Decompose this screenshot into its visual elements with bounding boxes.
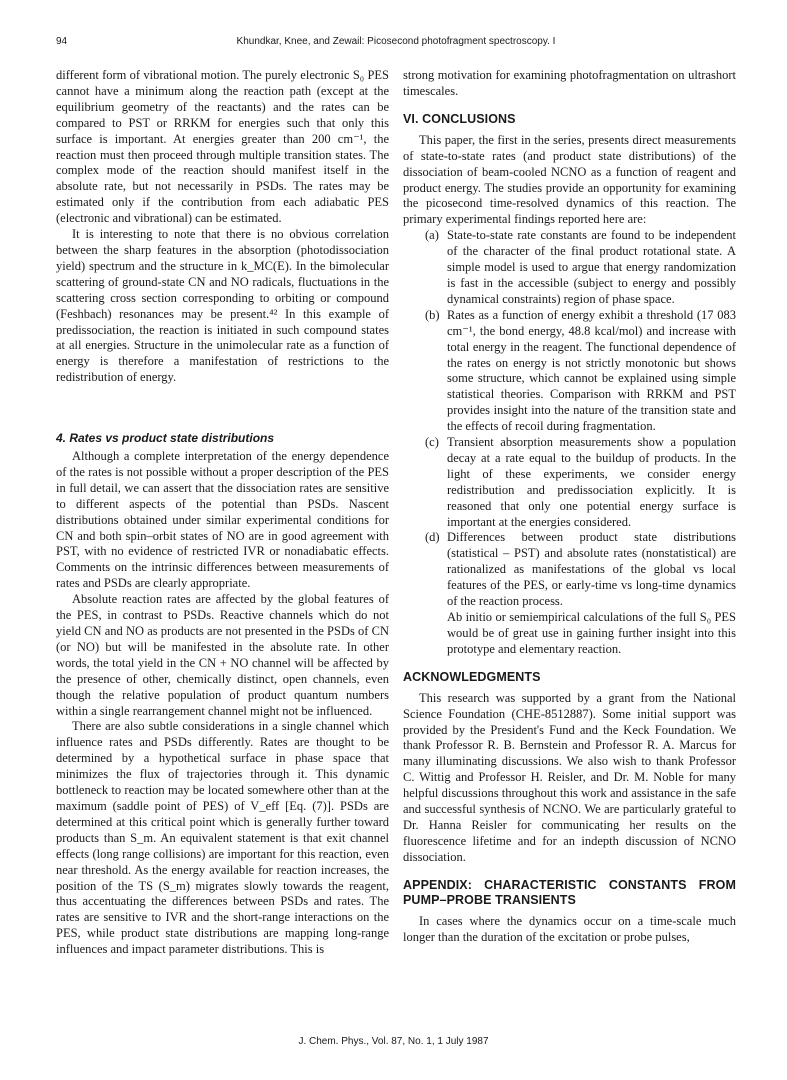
list-item-text: Transient absorption measurements show a population decay at a rate equal to the buildup of products. In the light of these experiments, we consider energy redistribution and predissociation explicitly. It is reasoned that only one potential energy surface is important at the energies considered.: [447, 435, 736, 529]
list-item-text: State-to-state rate constants are found to be independent of the character of the final product rotational state. A simple model is used to argue that energy randomization is fast in the accessible (subject to energy and possibly dynamical constraints) region of phase space.: [447, 228, 736, 306]
list-item-label: (b): [425, 307, 440, 322]
paragraph: different form of vibrational motion. The purely electronic S₀ PES cannot have a minimum along the reaction path (except at the equilibrium geometry of the reactants) and the rates can be compared to PST or RRKM for energies such that only this surface is important. At energies greater than 200 cm⁻¹, the reaction must then proceed through multiple transition states. The complex mode of the reaction should manifest itself in the absolute rate, but not necessarily in PSDs. The rates may be estimated only if the contribution from each adiabatic PES (electronic and vibrational) can be estimated.: [56, 68, 389, 226]
paragraph: In cases where the dynamics occur on a time-scale much longer than the duration of the excitation or probe pulses,: [403, 913, 736, 944]
section-heading-acknowledgments: ACKNOWLEDGMENTS: [403, 669, 541, 684]
paragraph: Ab initio or semiempirical calculations of the full S₀ PES would be of great use in gaining further insight into this prototype and elementary reaction.: [447, 610, 736, 656]
list-item: [403, 435, 736, 530]
paragraph: There are also subtle considerations in a single channel which influence rates and PSDs differently. Rates are thought to be determined by a hypothetical surface in phase space that minimizes the flux of trajectories through it. This dynamic bottleneck to reaction may be located somewhere other than at the maximum (saddle point of PES) of V_eff [Eq. (7)]. PSDs are determined at this critical point which is generally further toward products than S_m. An equivalent statement is that exit channel effects (long range collisions) are important for this reaction, even near threshold. As the energy available for reaction increases, the position of the TS (S_m) migrates slowly towards the reagent, thus accentuating the differences between PSDs and rates. The rates are sensitive to IVR and the short-range interactions on the PES, while product state distributions are mapping long-range influences and impact parameter distributions. This is: [56, 719, 389, 957]
list-item: [403, 308, 736, 435]
right-column: [403, 68, 736, 946]
list-item: [403, 228, 736, 308]
list-item-text: Rates as a function of energy exhibit a threshold (17 083 cm⁻¹, the bond energy, 48.8 kcal/mol) and increase with total energy in the reagent. The functional dependence of the rates on energy is not strictly monotonic but shows some structure, which cannot be explained using simple statistical theories. Comparison with RRKM and PST provides insight into the nature of the transition state and the effects of recoil during fragmentation.: [447, 307, 736, 434]
paragraph: Absolute reaction rates are affected by the global features of the PES, in contrast to PSDs. Reactive channels which do not yield CN and NO as products are not presented in the PSDs of CN (or NO) but will be manifested in the absolute rate. In other words, the total yield in the CN + NO channel will be affected by the presence of other, chemically distinct, open channels, even though the relative population of product quantum numbers within a single rearrangement channel might not be influenced.: [56, 592, 389, 718]
running-title: Khundkar, Knee, and Zewail: Picosecond photofragment spectroscopy. I: [236, 36, 556, 47]
list-item-continuation: [403, 610, 736, 658]
left-column: [56, 68, 389, 958]
list-item-text: Differences between product state distributions (statistical – PST) and absolute rates (nonstatistical) are rationalized as manifestations of the global vs local features of the PES, or early-time vs long-time dynamics of the reaction process.: [447, 530, 736, 609]
paragraph: This research was supported by a grant from the National Science Foundation (CHE-8512887). Some initial support was provided by the President's Fund and the Keck Foundation. We thank Professor R. B. Bernstein and Professor R. A. Marcus for many illuminating discussions. We also wish to thank Professor C. Wittig and Professor H. Reisler, and Dr. M. Noble for many helpful discussions throughout this work and assistance in the safe and successful synthesis of NCNO. We are particularly grateful to Dr. Hanna Reisler for communicating her results on the fluorescence lifetime and for an indepth discussion of NCNO dissociation.: [403, 690, 736, 864]
journal-citation: J. Chem. Phys., Vol. 87, No. 1, 1 July 1987: [298, 1036, 489, 1047]
section-heading-conclusions: VI. CONCLUSIONS: [403, 111, 516, 126]
paragraph: strong motivation for examining photofragmentation on ultrashort timescales.: [403, 68, 736, 98]
paragraph: It is interesting to note that there is no obvious correlation between the sharp features in the absorption (photodissociation yield) spectrum and the structure in k_MC(E). In the bimolecular scattering of ground-state CN and NO radicals, fluctuations in the scattering cross section corresponding to orbiting or compound (Feshbach) resonances may be present.⁴² In this example of predissociation, the reaction is initiated in such compound states at all energies. Structure in the unimolecular rate as a function of energy is therefore a manifestation of restrictions to the redistribution of energy.: [56, 227, 389, 385]
section-heading-appendix: APPENDIX: CHARACTERISTIC CONSTANTS FROM PUMP–PROBE TRANSIENTS: [403, 877, 736, 907]
list-item-label: (d): [425, 530, 440, 545]
findings-list: [403, 228, 736, 657]
page-header: [56, 36, 736, 50]
subsection-heading: 4. Rates vs product state distributions: [56, 431, 275, 446]
paragraph: Although a complete interpretation of the energy dependence of the rates is not possible without a proper description of the PES in full detail, we can assert that the dissociation rates are sensitive to different aspects of the potential than PSDs. Nascent distributions obtained under similar experimental conditions for CN and both spin–orbit states of NO are in good agreement with PST, with no evidence of restricted IVR or nonadiabatic effects. Comments on the intrinsic differences between measurements of rates and PSDs are clearly appropriate.: [56, 449, 389, 591]
list-item-label: (c): [425, 435, 439, 450]
list-item: [403, 530, 736, 610]
list-item-label: (a): [425, 228, 439, 243]
paragraph: This paper, the first in the series, presents direct measurements of state-to-state rates (and product state distributions) of the dissociation of beam-cooled NCNO as a function of reagent and product energy. The studies provide an opportunity for examining the picosecond time-resolved dynamics of this reaction. The primary experimental findings reported here are:: [403, 132, 736, 227]
page-number: 94: [56, 36, 68, 47]
